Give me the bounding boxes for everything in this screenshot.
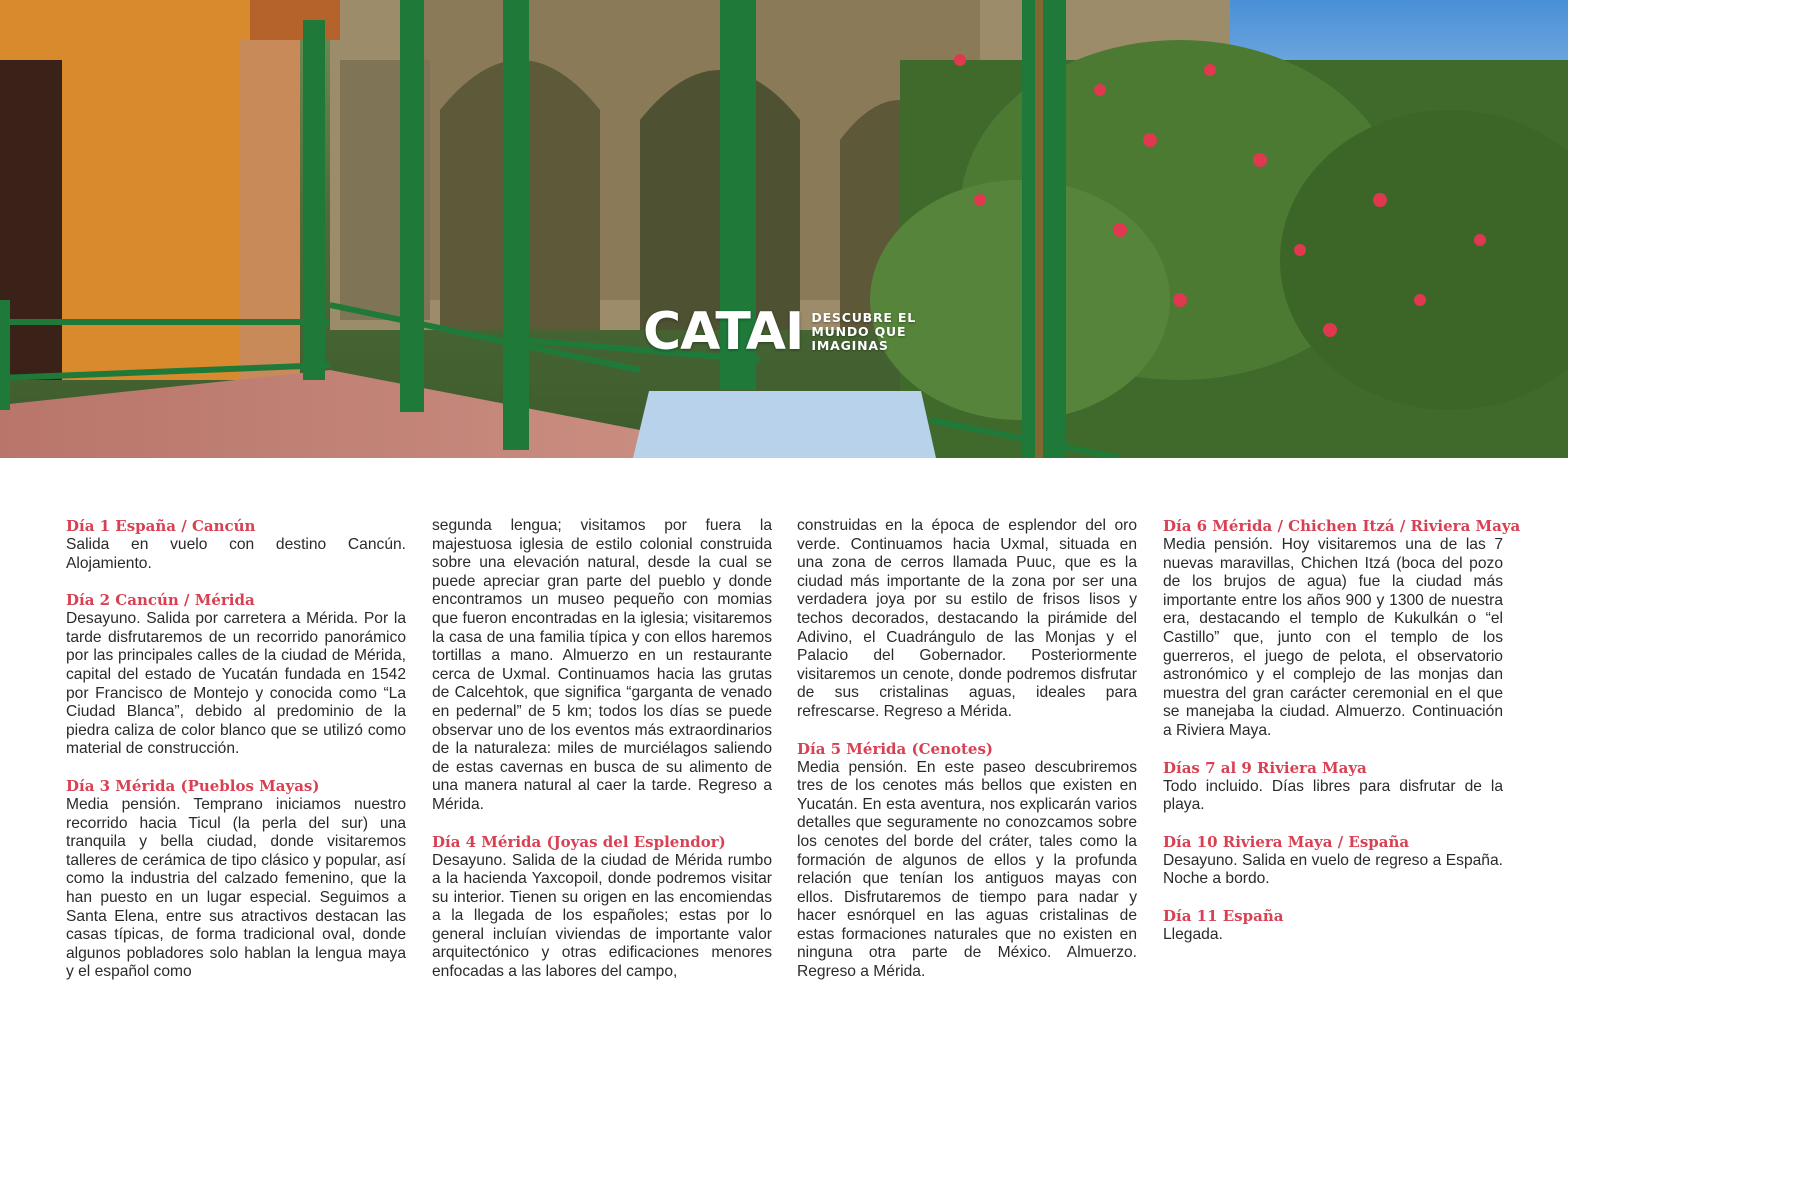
itinerary-column-2 <box>432 517 772 982</box>
itinerary-day <box>1163 759 1503 815</box>
day-description: Llegada. <box>1163 925 1223 943</box>
tagline-line-2: MUNDO QUE <box>811 324 907 339</box>
itinerary-column-1 <box>66 517 406 982</box>
hacienda-photo-icon <box>0 0 1568 458</box>
itinerary-continuation <box>432 517 772 815</box>
day-description: Desayuno. Salida de la ciudad de Mérida rumbo a la hacienda Yaxcopoil, donde podremos visitar su interior. Tienen su origen en las encomiendas a la llegada de los españoles; estas por lo general incluían viviendas de importante valor arquitectónico y otras edificaciones menores enfocadas a las labores del campo, <box>432 851 772 981</box>
tagline-line-3: IMAGINAS <box>811 338 889 353</box>
brand-tagline <box>811 311 916 353</box>
day-title: Día 4 Mérida (Joyas del Esplendor) <box>432 832 726 851</box>
itinerary-column-4 <box>1163 517 1521 945</box>
tagline-line-1: DESCUBRE EL <box>811 310 916 325</box>
itinerary-continuation <box>797 517 1137 722</box>
itinerary-column-3 <box>797 517 1137 982</box>
itinerary-day <box>66 777 406 982</box>
hero-photo <box>0 0 1568 458</box>
day-description: Media pensión. Temprano iniciamos nuestro recorrido hacia Ticul (la perla del sur) una tranquila y bella ciudad, donde visitaremos talleres de cerámica de tipo clásico y popular, así como la industria del calzado femenino, que la han puesto en un lugar especial. Seguimos a Santa Elena, entre sus atractivos destacan las casas típicas, de forma tradicional oval, donde algunos pobladores solo hablan la lengua maya y el español como <box>66 795 406 981</box>
catai-logo <box>643 302 916 362</box>
day-title: Día 10 Riviera Maya / España <box>1163 832 1410 851</box>
day-description: Todo incluido. Días libres para disfrutar de la playa. <box>1163 777 1503 814</box>
day-title: Día 3 Mérida (Pueblos Mayas) <box>66 776 320 795</box>
day-description: Media pensión. Hoy visitaremos una de las 7 nuevas maravillas, Chichen Itzá (boca del pozo de los brujos de agua) fue la ciudad más importante entre los años 900 y 1300 de nuestra era, destacando el templo de Kukulkán o “el Castillo” que, junto con el templo de los guerreros, el juego de pelota, el observatorio astronómico y el complejo de las monjas dan muestra del gran carácter ceremonial en el que se manejaba la ciudad. Almuerzo. Continuación a Riviera Maya. <box>1163 536 1503 739</box>
itinerary-day <box>66 517 406 573</box>
day-title: Día 11 España <box>1163 906 1284 925</box>
day-description: Salida en vuelo con destino Cancún. Alojamiento. <box>66 536 406 572</box>
itinerary-day <box>797 740 1137 982</box>
brand-name: CATAI <box>643 302 804 362</box>
day-title: Día 5 Mérida (Cenotes) <box>797 739 993 758</box>
itinerary-day <box>1163 833 1503 889</box>
day-description: Media pensión. En este paseo descubriremos tres de los cenotes más bellos que existen en Yucatán. En esta aventura, nos explicarán varios detalles que seguramente no conozcamos sobre los cenotes del borde del cráter, tales como la formación de algunos de ellos y la profunda relación que tenían los antiguos mayas con ellos. Disfrutaremos de tiempo para nadar y hacer esnórquel en las aguas cristalinas de estas formaciones naturales que no existen en ninguna otra parte de México. Almuerzo. Regreso a Mérida. <box>797 758 1137 981</box>
continued-text: construidas en la época de esplendor del oro verde. Continuamos hacia Uxmal, situada en una zona de cerros llamada Puuc, que es la ciudad más importante de la zona por ser una verdadera joya por su estilo de frisos lisos y techos decorados, destacando la pirámide del Adivino, el Cuadrángulo de las Monjas y el Palacio del Gobernador. Posteriormente visitaremos un cenote, donde podremos disfrutar de sus cristalinas aguas, ideales para refrescarse. Regreso a Mérida. <box>797 517 1137 720</box>
itinerary-day <box>1163 517 1521 741</box>
day-title: Día 2 Cancún / Mérida <box>66 591 255 610</box>
day-title: Días 7 al 9 Riviera Maya <box>1163 758 1367 777</box>
itinerary-day <box>66 591 406 759</box>
itinerary-day <box>432 833 772 982</box>
itinerary-day <box>1163 907 1503 945</box>
decorative-tab-shape <box>633 391 936 458</box>
day-description: Desayuno. Salida por carretera a Mérida. Por la tarde disfrutaremos de un recorrido panorámico por las principales calles de la ciudad de Mérida, capital del estado de Yucatán fundada en 1542 por Francisco de Montejo y conocida como “La Ciudad Blanca”, debido al predominio de la piedra caliza de color blanco que se utilizó como material de construcción. <box>66 610 406 758</box>
day-title: Día 6 Mérida / Chichen Itzá / Riviera Maya <box>1163 517 1521 535</box>
continued-text: segunda lengua; visitamos por fuera la majestuosa iglesia de estilo colonial construida sobre una elevación natural, desde la cual se puede apreciar gran parte del pueblo y donde encontramos un museo pequeño con momias que fueron encontradas en la iglesia; visitaremos la casa de una familia típica y con ellos haremos tortillas a mano. Almuerzo en un restaurante cerca de Uxmal. Continuamos hacia las grutas de Calcehtok, que significa “garganta de venado en pedernal” de 5 km; todos los días se puede observar uno de los eventos más extraordinarios de la naturaleza: miles de murciélagos saliendo de estas cavernas en busca de su alimento de una manera natural al caer la tarde. Regreso a Mérida. <box>432 517 772 813</box>
day-title: Día 1 España / Cancún <box>66 517 256 535</box>
day-description: Desayuno. Salida en vuelo de regreso a España. Noche a bordo. <box>1163 851 1503 888</box>
